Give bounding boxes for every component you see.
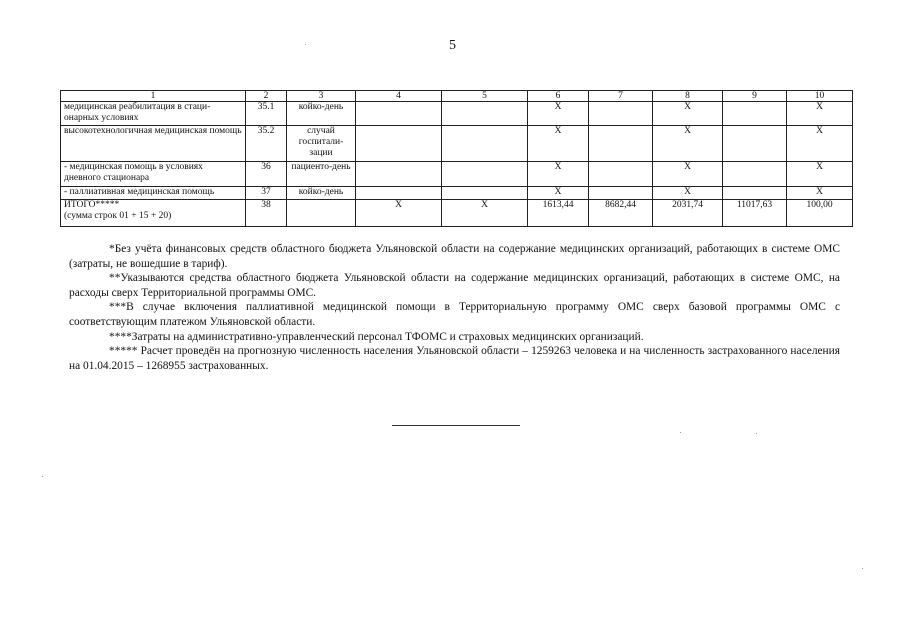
cell-col10: X: [787, 102, 853, 126]
page-number: 5: [449, 38, 456, 53]
row-unit: койко-день: [287, 187, 356, 200]
cell-col10: 100,00: [787, 200, 853, 227]
cell-col6: X: [528, 187, 589, 200]
footnote: ***В случае включения паллиативной медицинской помощи в Территориальную программу ОМС сверх базовой программы ОМС с соответствующим платежом Ульяновской области.: [69, 301, 840, 328]
total-label: ИТОГО*****: [64, 200, 120, 210]
cell-col7: [589, 126, 653, 162]
cell-col6: 1613,44: [528, 200, 589, 227]
cell-col5: [442, 126, 528, 162]
cell-col10: X: [787, 126, 853, 162]
cost-table: [60, 90, 853, 227]
footnote: ***** Расчет проведён на прогнозную численность населения Ульяновской области – 1259263 человека и на численность застрахованного населения на 01.04.2015 – 1268955 застрахованных.: [69, 345, 840, 372]
cell-col10: X: [787, 162, 853, 187]
column-header: 7: [589, 91, 653, 102]
total-sublabel: (сумма строк 01 + 15 + 20): [64, 211, 172, 221]
cell-col7: [589, 187, 653, 200]
column-header: 6: [528, 91, 589, 102]
cell-col5: [442, 187, 528, 200]
cell-col7: 8682,44: [589, 200, 653, 227]
row-name: высокотехнологичная медицинская помощь: [61, 126, 246, 162]
table-row: [61, 162, 853, 187]
cell-col5: [442, 102, 528, 126]
cell-col9: [723, 126, 787, 162]
cell-col6: X: [528, 162, 589, 187]
row-unit: пациенто-день: [287, 162, 356, 187]
column-header: 2: [246, 91, 287, 102]
cell-col7: [589, 162, 653, 187]
footnote: **Указываются средства областного бюджета Ульяновской области на содержание медицинских организаций, работающих в системе ОМС, на расходы сверх Территориальной программы ОМС.: [69, 272, 840, 299]
scan-speck: [305, 44, 306, 45]
cell-col10: X: [787, 187, 853, 200]
cell-col8: X: [653, 126, 723, 162]
scan-speck: [862, 568, 863, 569]
cell-col9: 11017,63: [723, 200, 787, 227]
column-header: 9: [723, 91, 787, 102]
scan-speck: [680, 432, 681, 433]
column-header: 4: [356, 91, 442, 102]
cell-col4: [356, 102, 442, 126]
row-name: [61, 200, 246, 227]
cell-col5: [442, 162, 528, 187]
column-header: 1: [61, 91, 246, 102]
footnotes: [69, 242, 840, 373]
row-name: - медицинская помощь в условиях дневного стационара: [61, 162, 246, 187]
row-name: медицинская реабилитация в стаци-онарных условиях: [61, 102, 246, 126]
row-code: 37: [246, 187, 287, 200]
cell-col9: [723, 162, 787, 187]
table-header-row: [61, 91, 853, 102]
table-row: [61, 187, 853, 200]
row-code: 35.2: [246, 126, 287, 162]
cell-col7: [589, 102, 653, 126]
column-header: 10: [787, 91, 853, 102]
row-unit: койко-день: [287, 102, 356, 126]
cell-col9: [723, 187, 787, 200]
cell-col8: X: [653, 102, 723, 126]
scan-speck: [42, 476, 43, 477]
cell-col8: 2031,74: [653, 200, 723, 227]
cell-col4: [356, 126, 442, 162]
cell-col4: [356, 162, 442, 187]
cell-col6: X: [528, 102, 589, 126]
column-header: 8: [653, 91, 723, 102]
cell-col4: X: [356, 200, 442, 227]
row-code: 38: [246, 200, 287, 227]
row-code: 35.1: [246, 102, 287, 126]
table-row: [61, 102, 853, 126]
column-header: 5: [442, 91, 528, 102]
row-unit: случай госпитали-зации: [287, 126, 356, 162]
cell-col8: X: [653, 187, 723, 200]
cell-col9: [723, 102, 787, 126]
row-unit: [287, 200, 356, 227]
footnote: *Без учёта финансовых средств областного бюджета Ульяновской области на содержание медицинских организаций, работающих в системе ОМС (затраты, не вошедшие в тариф).: [69, 243, 840, 270]
cell-col5: X: [442, 200, 528, 227]
row-name: - паллиативная медицинская помощь: [61, 187, 246, 200]
column-header: 3: [287, 91, 356, 102]
table-row: [61, 126, 853, 162]
cell-col8: X: [653, 162, 723, 187]
cell-col6: X: [528, 126, 589, 162]
separator-line: [392, 425, 520, 426]
row-code: 36: [246, 162, 287, 187]
footnote: ****Затраты на административно-управленческий персонал ТФОМС и страховых медицинских организаций.: [109, 330, 644, 343]
table-row-total: [61, 200, 853, 227]
cell-col4: [356, 187, 442, 200]
scan-speck: [756, 433, 757, 434]
